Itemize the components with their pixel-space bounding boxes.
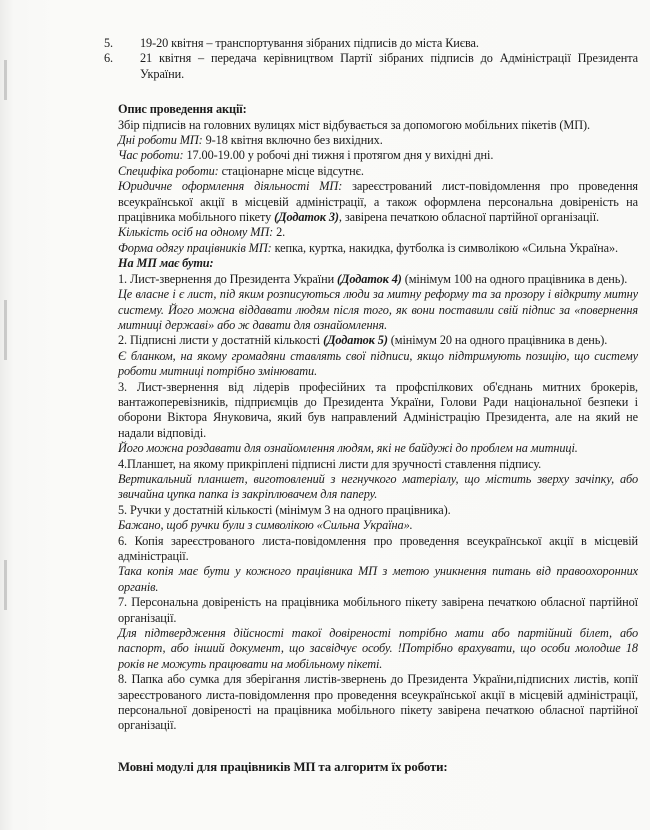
section-heading-must: На МП має бути: — [118, 256, 214, 271]
scan-edge-mark — [4, 300, 7, 360]
scan-edge-mark — [4, 560, 7, 610]
value: 9-18 квітня включно без вихідних. — [202, 133, 383, 148]
must-item-7-note: Для підтвердження дійсності такої довіреності потрібно мати або партійний білет, або паспорт, або інший документ, що засвідчує особу. !Потрібно врахувати, що особи молодше 18 років не можуть працювати на мобільному пікеті. — [118, 626, 638, 671]
item-text: (мінімум 20 на одного працівника в день). — [387, 333, 608, 348]
opys-spec — [118, 164, 638, 179]
annex-ref: (Додаток 5) — [323, 333, 388, 348]
opys-count — [118, 225, 638, 240]
must-item-1 — [118, 272, 638, 287]
must-item-5: 5. Ручки у достатній кількості (мінімум 3 на одного працівника). — [118, 502, 451, 517]
must-item-6-note: Така копія має бути у кожного працівника МП з метою уникнення питань від правоохоронних органів. — [118, 564, 638, 594]
list-item — [104, 51, 638, 82]
list-number: 6. — [104, 51, 114, 66]
label: Форма одягу працівників МП: — [118, 240, 272, 255]
annex-ref: (Додаток 4) — [337, 271, 402, 286]
value: 2. — [273, 225, 286, 240]
must-item-6: 6. Копія зареєстрованого листа-повідомлення про проведення всеукраїнської акції в місцевій адміністрації. — [118, 533, 638, 563]
must-item-2 — [118, 333, 638, 348]
label: Дні роботи МП: — [118, 133, 203, 148]
must-item-4: 4.Планшет, на якому прикріплені підписні листи для зручності ставлення підпису. — [118, 456, 542, 471]
must-item-1-note: Це власне і є лист, під яким розписуються люди за митну реформу та за прозору і відкриту митну систему. Його можна віддавати людям після того, як вони поставили свій підпис за «повернення митниці державі» або ж давати для ознайомлення. — [118, 287, 638, 332]
annex-ref: (Додаток 3) — [274, 210, 339, 225]
opys-legal — [118, 179, 638, 225]
label: Час роботи: — [118, 148, 184, 163]
value: стаціонарне місце відсутнє. — [218, 163, 364, 178]
section-heading-modules: Мовні модулі для працівників МП та алгоритм їх роботи: — [118, 759, 448, 774]
value: зареєстрований лист-повідомлення про проведення всеукраїнської акції в місцевій адміністрації, а також оформлена персональна довіреність на працівника мобільного пікету — [118, 179, 638, 225]
must-item-7: 7. Персональна довіреність на працівника мобільного пікету завірена печаткою обласної партійної організації. — [118, 595, 638, 625]
item-text: 1. Лист-звернення до Президента України — [118, 271, 338, 286]
value: , завірена печаткою обласної партійної організації. — [338, 210, 599, 225]
section-heading-opys: Опис проведення акції: — [118, 102, 247, 117]
value: 17.00-19.00 у робочі дні тижня і протягом дня у вихідні дні. — [183, 148, 494, 163]
value: кепка, куртка, накидка, футболка із символікою «Сильна Україна». — [271, 240, 618, 255]
list-text: 19-20 квітня – транспортування зібраних підписів до міста Києва. — [140, 36, 479, 50]
opys-dress — [118, 241, 638, 256]
must-item-3: 3. Лист-звернення від лідерів професійних та профспілкових об'єднань митних брокерів, вантажоперевізників, підприємців до Президента України, Голови Ради національної безпеки і оборони Віктора Януковича, який був направлений Адміністрацію Президента, але на який не надали відповіді. — [118, 379, 638, 440]
label: Специфіка роботи: — [118, 163, 219, 178]
document-body — [104, 36, 638, 775]
scan-edge-mark — [4, 60, 7, 100]
item-text: (мінімум 100 на одного працівника в день). — [401, 271, 628, 286]
must-item-4-note: Вертикальний планшет, виготовлений з негнучкого матеріалу, що містить зверху зачіпку, або звичайна цупка папка із закріплювачем для паперу. — [118, 471, 638, 502]
label: Кількість осіб на одному МП: — [118, 225, 274, 240]
opys-intro: Збір підписів на головних вулицях міст відбувається за допомогою мобільних пікетів (МП). — [118, 117, 590, 132]
label: Юридичне оформлення діяльності МП: — [118, 179, 343, 194]
opys-days — [118, 133, 638, 148]
list-text: 21 квітня – передача керівництвом Партії зібраних підписів до Адміністрації Президента України. — [140, 51, 638, 81]
must-item-5-note: Бажано, щоб ручки були з символікою «Сильна Україна». — [118, 518, 413, 533]
must-item-3-note: Його можна роздавати для ознайомлення людям, які не байдужі до проблем на митниці. — [118, 441, 578, 456]
item-text: 2. Підписні листи у достатній кількості — [118, 333, 324, 348]
must-item-8: 8. Папка або сумка для зберігання листів-звернень до Президента України,підписних листів, копії зареєстрованого листа-повідомлення про проведення всеукраїнської акції в місцевій адміністрації, персональної довіреності на працівника мобільного пікету завірена печаткою обласної партійної організації. — [118, 672, 638, 733]
list-item — [104, 36, 638, 51]
must-item-2-note: Є бланком, на якому громадяни ставлять свої підписи, якщо підтримують позицію, що систему роботи митниці потрібно змінювати. — [118, 348, 638, 379]
list-number: 5. — [104, 36, 114, 50]
opys-hours — [118, 148, 638, 163]
